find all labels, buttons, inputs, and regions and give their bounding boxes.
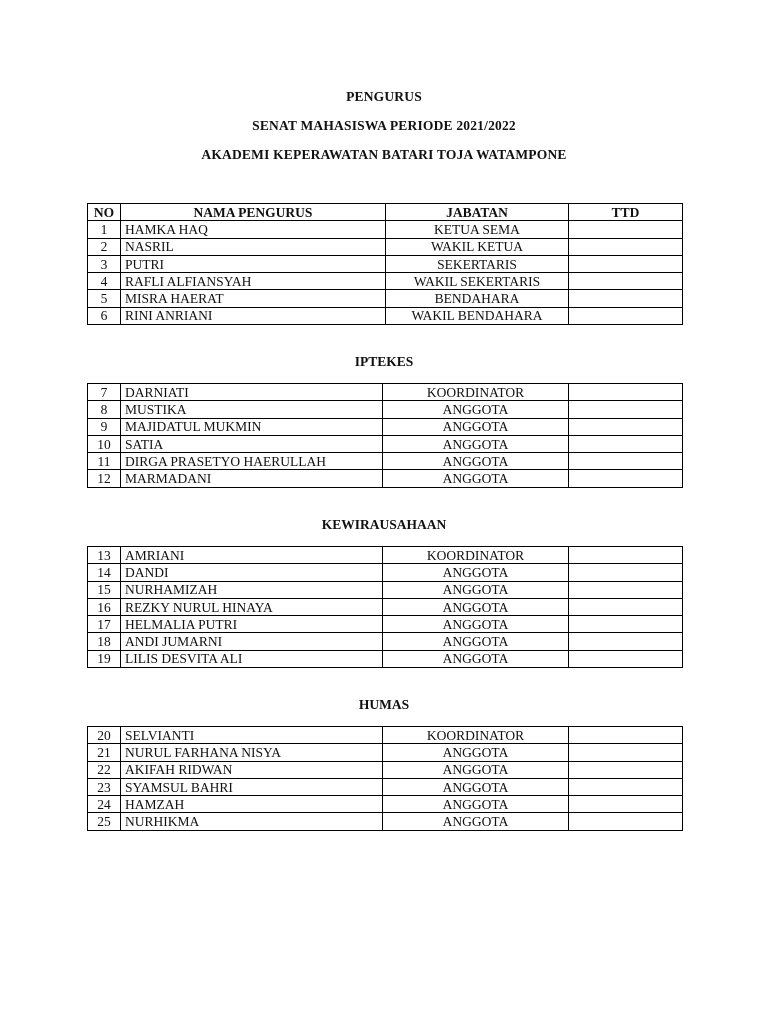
header-jabatan: JABATAN	[386, 204, 569, 221]
row-number: 22	[88, 761, 121, 778]
row-nama: SYAMSUL BAHRI	[121, 778, 383, 795]
header-no: NO	[88, 204, 121, 221]
header-title-line3: AKADEMI KEPERAWATAN BATARI TOJA WATAMPONE	[201, 147, 567, 162]
row-nama: NURUL FARHANA NISYA	[121, 744, 383, 761]
row-nama: HAMZAH	[121, 796, 383, 813]
row-number: 15	[88, 581, 121, 598]
row-ttd-signature-cell	[569, 401, 683, 418]
table-row	[88, 778, 683, 795]
row-jabatan: KETUA SEMA	[386, 221, 569, 238]
row-ttd-signature-cell	[569, 238, 683, 255]
row-number: 23	[88, 778, 121, 795]
row-ttd-signature-cell	[569, 470, 683, 487]
row-number: 18	[88, 633, 121, 650]
table-row	[88, 564, 683, 581]
table-row	[88, 744, 683, 761]
row-jabatan: WAKIL SEKERTARIS	[386, 273, 569, 290]
table-row	[88, 616, 683, 633]
table-row	[88, 384, 683, 401]
row-jabatan: ANGGOTA	[383, 453, 569, 470]
row-jabatan: ANGGOTA	[383, 813, 569, 830]
table-row	[88, 598, 683, 615]
table-row	[88, 307, 683, 324]
section-title-humas: HUMAS	[358, 697, 410, 712]
table-row	[88, 727, 683, 744]
row-ttd-signature-cell	[569, 650, 683, 667]
table-row	[88, 221, 683, 238]
table-row	[88, 547, 683, 564]
row-ttd-signature-cell	[569, 633, 683, 650]
table-row	[88, 453, 683, 470]
row-ttd-signature-cell	[569, 761, 683, 778]
row-jabatan: SEKERTARIS	[386, 255, 569, 272]
table-row	[88, 633, 683, 650]
row-jabatan: ANGGOTA	[383, 778, 569, 795]
row-number: 25	[88, 813, 121, 830]
row-nama: HAMKA HAQ	[121, 221, 386, 238]
row-ttd-signature-cell	[569, 435, 683, 452]
table-row	[88, 238, 683, 255]
row-jabatan: ANGGOTA	[383, 761, 569, 778]
table-row	[88, 273, 683, 290]
row-ttd-signature-cell	[569, 418, 683, 435]
section-title-iptekes: IPTEKES	[354, 354, 414, 369]
row-ttd-signature-cell	[569, 796, 683, 813]
table-row	[88, 761, 683, 778]
table-row	[88, 650, 683, 667]
row-jabatan: ANGGOTA	[383, 633, 569, 650]
row-nama: MISRA HAERAT	[121, 290, 386, 307]
row-number: 6	[88, 307, 121, 324]
row-number: 14	[88, 564, 121, 581]
row-nama: SELVIANTI	[121, 727, 383, 744]
row-ttd-signature-cell	[569, 255, 683, 272]
row-number: 21	[88, 744, 121, 761]
row-jabatan: KOORDINATOR	[383, 727, 569, 744]
row-nama: MAJIDATUL MUKMIN	[121, 418, 383, 435]
table-row	[88, 470, 683, 487]
section-title-kewirausahaan: KEWIRAUSAHAAN	[321, 517, 447, 532]
row-nama: PUTRI	[121, 255, 386, 272]
row-ttd-signature-cell	[569, 727, 683, 744]
row-number: 13	[88, 547, 121, 564]
section-table-kewirausahaan	[87, 546, 683, 668]
row-jabatan: ANGGOTA	[383, 564, 569, 581]
row-ttd-signature-cell	[569, 384, 683, 401]
row-ttd-signature-cell	[569, 616, 683, 633]
row-number: 7	[88, 384, 121, 401]
row-ttd-signature-cell	[569, 598, 683, 615]
row-nama: AMRIANI	[121, 547, 383, 564]
row-ttd-signature-cell	[569, 453, 683, 470]
row-nama: RINI ANRIANI	[121, 307, 386, 324]
row-nama: NURHAMIZAH	[121, 581, 383, 598]
row-jabatan: ANGGOTA	[383, 470, 569, 487]
row-ttd-signature-cell	[569, 778, 683, 795]
row-number: 4	[88, 273, 121, 290]
row-number: 2	[88, 238, 121, 255]
row-nama: DANDI	[121, 564, 383, 581]
row-ttd-signature-cell	[569, 813, 683, 830]
row-jabatan: KOORDINATOR	[383, 547, 569, 564]
row-jabatan: WAKIL KETUA	[386, 238, 569, 255]
table-row	[88, 813, 683, 830]
row-ttd-signature-cell	[569, 221, 683, 238]
header-nama: NAMA PENGURUS	[121, 204, 386, 221]
row-jabatan: WAKIL BENDAHARA	[386, 307, 569, 324]
row-nama: LILIS DESVITA ALI	[121, 650, 383, 667]
row-number: 5	[88, 290, 121, 307]
main-pengurus-table	[87, 203, 683, 325]
row-number: 1	[88, 221, 121, 238]
table-row	[88, 401, 683, 418]
row-jabatan: ANGGOTA	[383, 616, 569, 633]
table-row	[88, 255, 683, 272]
row-ttd-signature-cell	[569, 273, 683, 290]
table-row	[88, 796, 683, 813]
row-nama: ANDI JUMARNI	[121, 633, 383, 650]
row-jabatan: KOORDINATOR	[383, 384, 569, 401]
header-title-line2: SENAT MAHASISWA PERIODE 2021/2022	[252, 118, 516, 133]
header-title-line1: PENGURUS	[346, 89, 422, 104]
section-table-humas	[87, 726, 683, 831]
row-nama: DIRGA PRASETYO HAERULLAH	[121, 453, 383, 470]
row-nama: NURHIKMA	[121, 813, 383, 830]
row-nama: REZKY NURUL HINAYA	[121, 598, 383, 615]
header-ttd: TTD	[569, 204, 683, 221]
row-number: 11	[88, 453, 121, 470]
row-jabatan: ANGGOTA	[383, 650, 569, 667]
row-number: 12	[88, 470, 121, 487]
row-ttd-signature-cell	[569, 290, 683, 307]
row-jabatan: ANGGOTA	[383, 598, 569, 615]
table-row	[88, 435, 683, 452]
row-nama: MARMADANI	[121, 470, 383, 487]
row-nama: HELMALIA PUTRI	[121, 616, 383, 633]
row-ttd-signature-cell	[569, 307, 683, 324]
row-number: 3	[88, 255, 121, 272]
row-jabatan: BENDAHARA	[386, 290, 569, 307]
row-number: 8	[88, 401, 121, 418]
row-ttd-signature-cell	[569, 564, 683, 581]
row-number: 9	[88, 418, 121, 435]
row-nama: AKIFAH RIDWAN	[121, 761, 383, 778]
row-number: 17	[88, 616, 121, 633]
table-row	[88, 418, 683, 435]
row-nama: RAFLI ALFIANSYAH	[121, 273, 386, 290]
table-row	[88, 581, 683, 598]
row-ttd-signature-cell	[569, 547, 683, 564]
row-nama: MUSTIKA	[121, 401, 383, 418]
row-number: 10	[88, 435, 121, 452]
row-ttd-signature-cell	[569, 581, 683, 598]
row-jabatan: ANGGOTA	[383, 796, 569, 813]
row-jabatan: ANGGOTA	[383, 418, 569, 435]
table-row	[88, 290, 683, 307]
row-nama: NASRIL	[121, 238, 386, 255]
row-jabatan: ANGGOTA	[383, 744, 569, 761]
row-number: 20	[88, 727, 121, 744]
section-table-iptekes	[87, 383, 683, 488]
row-number: 24	[88, 796, 121, 813]
table-header-row	[88, 204, 683, 221]
row-nama: SATIA	[121, 435, 383, 452]
row-ttd-signature-cell	[569, 744, 683, 761]
row-jabatan: ANGGOTA	[383, 435, 569, 452]
row-number: 19	[88, 650, 121, 667]
row-nama: DARNIATI	[121, 384, 383, 401]
row-jabatan: ANGGOTA	[383, 581, 569, 598]
row-number: 16	[88, 598, 121, 615]
row-jabatan: ANGGOTA	[383, 401, 569, 418]
